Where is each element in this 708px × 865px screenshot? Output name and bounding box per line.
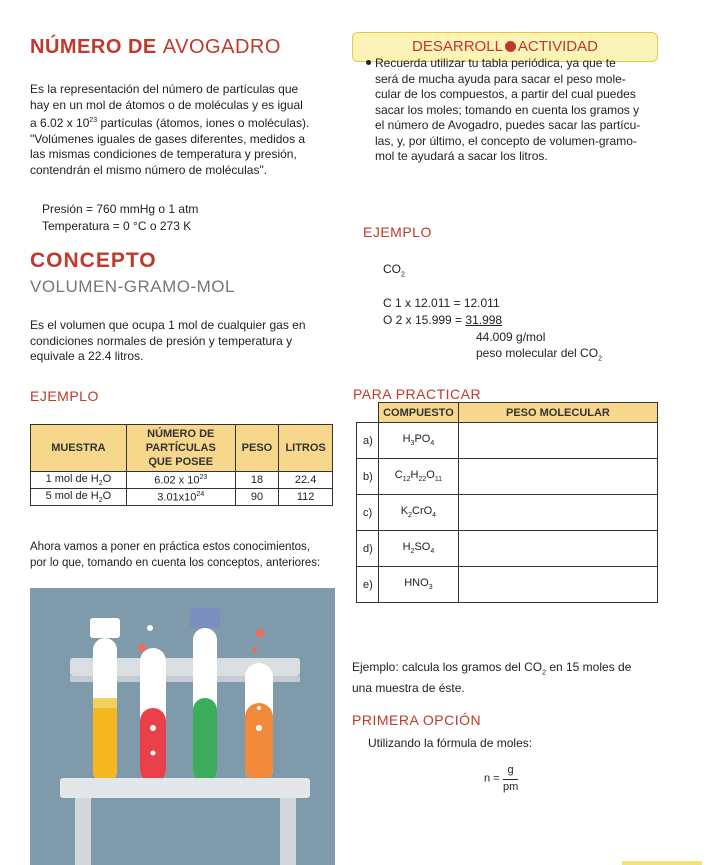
option-text: Utilizando la fórmula de moles: [368,736,533,750]
moles-formula: n = $\frac{g}{pm}$ [484,764,519,793]
molecular-weight-input[interactable] [458,423,657,459]
col-header-particulas: NÚMERO DE PARTÍCULAS QUE POSEE [126,425,235,472]
compound-cell: $H_2SO_4$ [378,531,458,567]
table-row: b) $C_{12}H_{22}O_{11}$ [357,459,658,495]
compound-cell: $C_{12}H_{22}O_{11}$ [378,459,458,495]
example-heading-left: EJEMPLO [30,388,99,404]
test-tubes-icon [30,588,335,865]
intro-paragraph [30,82,340,178]
page-title [30,36,281,59]
compound-cell: $HNO_3$ [378,567,458,603]
col-header-litros: LITROS [279,425,333,472]
pressure-text: Presión = 760 mmHg o 1 atm [42,202,199,216]
co2-formula: $CO_2$ [383,262,405,279]
concept-title: CONCEPTO [30,249,157,272]
practice-intro: Ahora vamos a poner en práctica estos conocimientos, por lo que, tomando en cuenta los conceptos, anteriores: [30,541,321,569]
table-row: e) $HNO_3$ [357,567,658,603]
temperature-text: Temperatura = 0 °C o 273 K [42,219,192,233]
compound-cell: $K_2CrO_4$ [378,495,458,531]
table-row: 5 mol de $H_2O$ $3.01x10^{24}$ 90 112 [31,489,333,506]
molecular-weight-input[interactable] [458,495,657,531]
molecular-weight-input[interactable] [458,459,657,495]
table-row: a) $H_3PO_4$ [357,423,658,459]
col-header-muestra: MUESTRA [31,425,127,472]
intro-line: las mismas condiciones de temperatura y presión, [30,147,297,161]
table-row: d) $H_2SO_4$ [357,531,658,567]
intro-line: "Volúmenes iguales de gases diferentes, medidos a [30,131,306,146]
exercise-text: Ejemplo: calcula los gramos del $CO_2$ en 15 moles de una muestra de éste. [352,660,632,695]
calc-carbon: C 1 x 12.011 = 12.011 [383,296,500,310]
corner-decoration [622,861,702,865]
col-header-peso-molecular: PESO MOLECULAR [458,403,657,423]
avogadro-example-table [30,424,333,506]
banner-right-text: ACTIVIDAD [517,38,598,55]
practice-table [356,402,658,603]
molar-mass-total: 44.009 g/mol [476,330,546,344]
practice-heading: PARA PRACTICAR [353,386,482,402]
molecular-weight-input[interactable] [458,531,657,567]
recuerda-paragraph: Recuerda utilizar tu tabla periódica, ya que te será de mucha ayuda para sacar el peso mole- cular de los compuestos, a partir del cual puedes sacar los moles; tomando en cuenta los gramos y el número de Avogadro, puedes sacar las partícu- las, y, por último, el concepto de volumen-gramo- mol te ayudará a sacar los litros. [366,56,664,165]
concept-subtitle: VOLUMEN-GRAMO-MOL [30,277,235,296]
example-heading-right: EJEMPLO [363,224,432,240]
molecular-weight-input[interactable] [458,567,657,603]
molar-mass-caption: peso molecular del $CO_2$ [476,346,602,363]
col-header-compuesto: COMPUESTO [378,403,458,423]
banner-left-text: DESARROLL [412,38,503,55]
record-dot-icon [505,41,516,52]
option-heading: PRIMERA OPCIÓN [352,712,482,728]
table-row: c) $K_2CrO_4$ [357,495,658,531]
intro-line: hay en un mol de átomos o de moléculas y es igual [30,97,303,112]
calc-oxygen: O 2 x 15.999 = 31.998 [383,313,503,327]
table-row: 1 mol de $H_2O$ 6.02 x $10^{23}$ 18 22.4 [31,472,333,489]
test-tubes-illustration [30,588,335,865]
intro-line: Es la representación del número de partículas que [30,82,299,96]
compound-cell: $H_3PO_4$ [378,423,458,459]
intro-line: a 6.02 x $10^{23}$ partículas (átomos, iones o moléculas). [30,116,310,130]
intro-line: contendrán el mismo número de moléculas". [30,162,268,177]
col-header-peso: PESO [235,425,279,472]
concept-paragraph: Es el volumen que ocupa 1 mol de cualquier gas en condiciones normales de presión y temperatura y equivale a 22.4 litros. [30,318,306,363]
page-title-light: AVOGADRO [162,36,281,58]
bullet-icon [366,60,371,65]
page-title-bold: NÚMERO DE [30,36,157,58]
